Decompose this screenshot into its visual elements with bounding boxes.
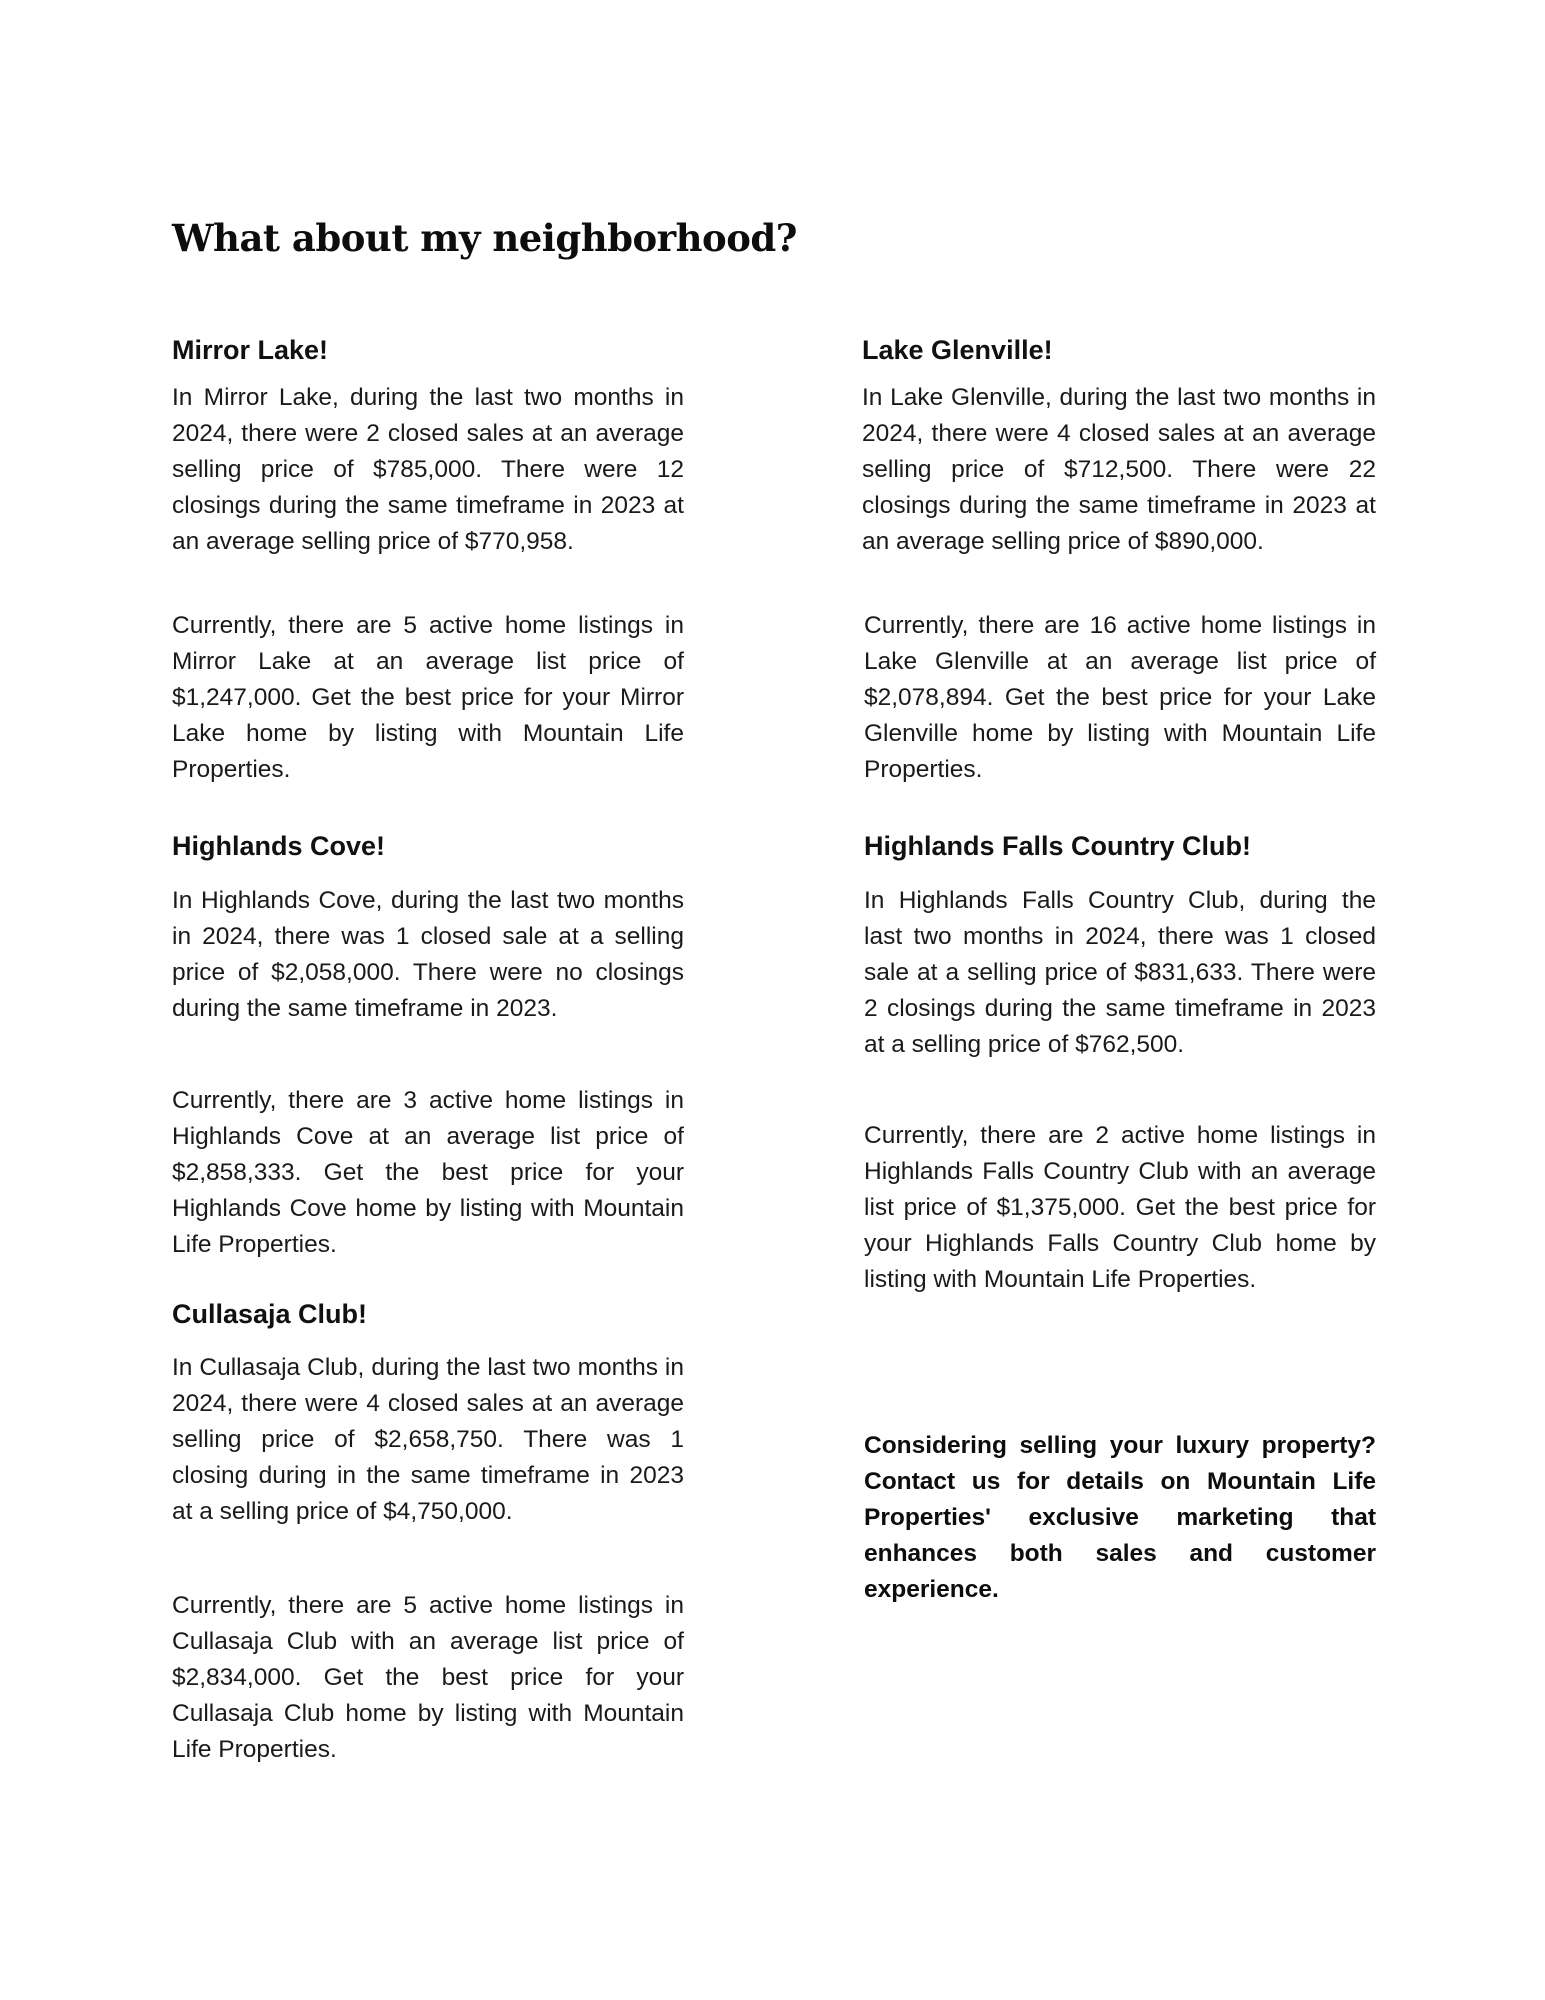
sales-paragraph-highlands-cove: In Highlands Cove, during the last two months in 2024, there was 1 closed sale at a selling price of $2,058,000. There were no closings during the same timeframe in 2023.	[172, 887, 684, 1022]
listings-paragraph-cullasaja-club: Currently, there are 5 active home listings in Cullasaja Club with an average list price of $2,834,000. Get the best price for your Cullasaja Club home by listing with Mountain Life Properties.	[172, 1592, 684, 1763]
sales-paragraph-highlands-falls-country-club: In Highlands Falls Country Club, during the last two months in 2024, there was 1 closed sale at a selling price of $831,633. There were 2 closings during the same timeframe in 2023 at a selling price of $762,500.	[864, 887, 1376, 1058]
listings-paragraph-lake-glenville: Currently, there are 16 active home listings in Lake Glenville at an average list price of $2,078,894. Get the best price for your Lake Glenville home by listing with Mountain Life Properties.	[864, 612, 1376, 783]
sales-paragraph-lake-glenville: In Lake Glenville, during the last two months in 2024, there were 4 closed sales at an average selling price of $712,500. There were 22 closings during the same timeframe in 2023 at an average selling price of $890,000.	[862, 384, 1376, 555]
listings-paragraph-highlands-falls-country-club: Currently, there are 2 active home listings in Highlands Falls Country Club with an average list price of $1,375,000. Get the best price for your Highlands Falls Country Club home by listing with Mountain Life Properties.	[864, 1122, 1376, 1293]
listings-paragraph-mirror-lake: Currently, there are 5 active home listings in Mirror Lake at an average list price of $1,247,000. Get the best price for your Mirror Lake home by listing with Mountain Life Properties.	[172, 612, 684, 783]
neighborhood-heading: Highlands Cove!	[172, 831, 386, 861]
neighborhood-heading: Cullasaja Club!	[172, 1299, 368, 1329]
page-title: What about my neighborhood?	[172, 216, 797, 260]
neighborhood-heading: Lake Glenville!	[862, 335, 1053, 365]
call-to-action: Considering selling your luxury property? Contact us for details on Mountain Life Properties' exclusive marketing that enhances both sales and customer experience.	[864, 1432, 1376, 1603]
neighborhood-lake-glenville	[862, 332, 1374, 368]
neighborhood-cullasaja-club	[172, 1296, 684, 1332]
listings-paragraph-highlands-cove: Currently, there are 3 active home listings in Highlands Cove at an average list price of $2,858,333. Get the best price for your Highlands Cove home by listing with Mountain Life Properties.	[172, 1087, 684, 1258]
neighborhood-highlands-cove	[172, 828, 684, 864]
neighborhood-mirror-lake	[172, 332, 684, 368]
neighborhood-heading: Mirror Lake!	[172, 335, 329, 365]
neighborhood-highlands-falls-country-club	[864, 828, 1376, 864]
sales-paragraph-mirror-lake: In Mirror Lake, during the last two months in 2024, there were 2 closed sales at an average selling price of $785,000. There were 12 closings during the same timeframe in 2023 at an average selling price of $770,958.	[172, 384, 684, 555]
neighborhood-heading: Highlands Falls Country Club!	[864, 831, 1252, 861]
sales-paragraph-cullasaja-club: In Cullasaja Club, during the last two months in 2024, there were 4 closed sales at an average selling price of $2,658,750. There was 1 closing during in the same timeframe in 2023 at a selling price of $4,750,000.	[172, 1354, 684, 1525]
